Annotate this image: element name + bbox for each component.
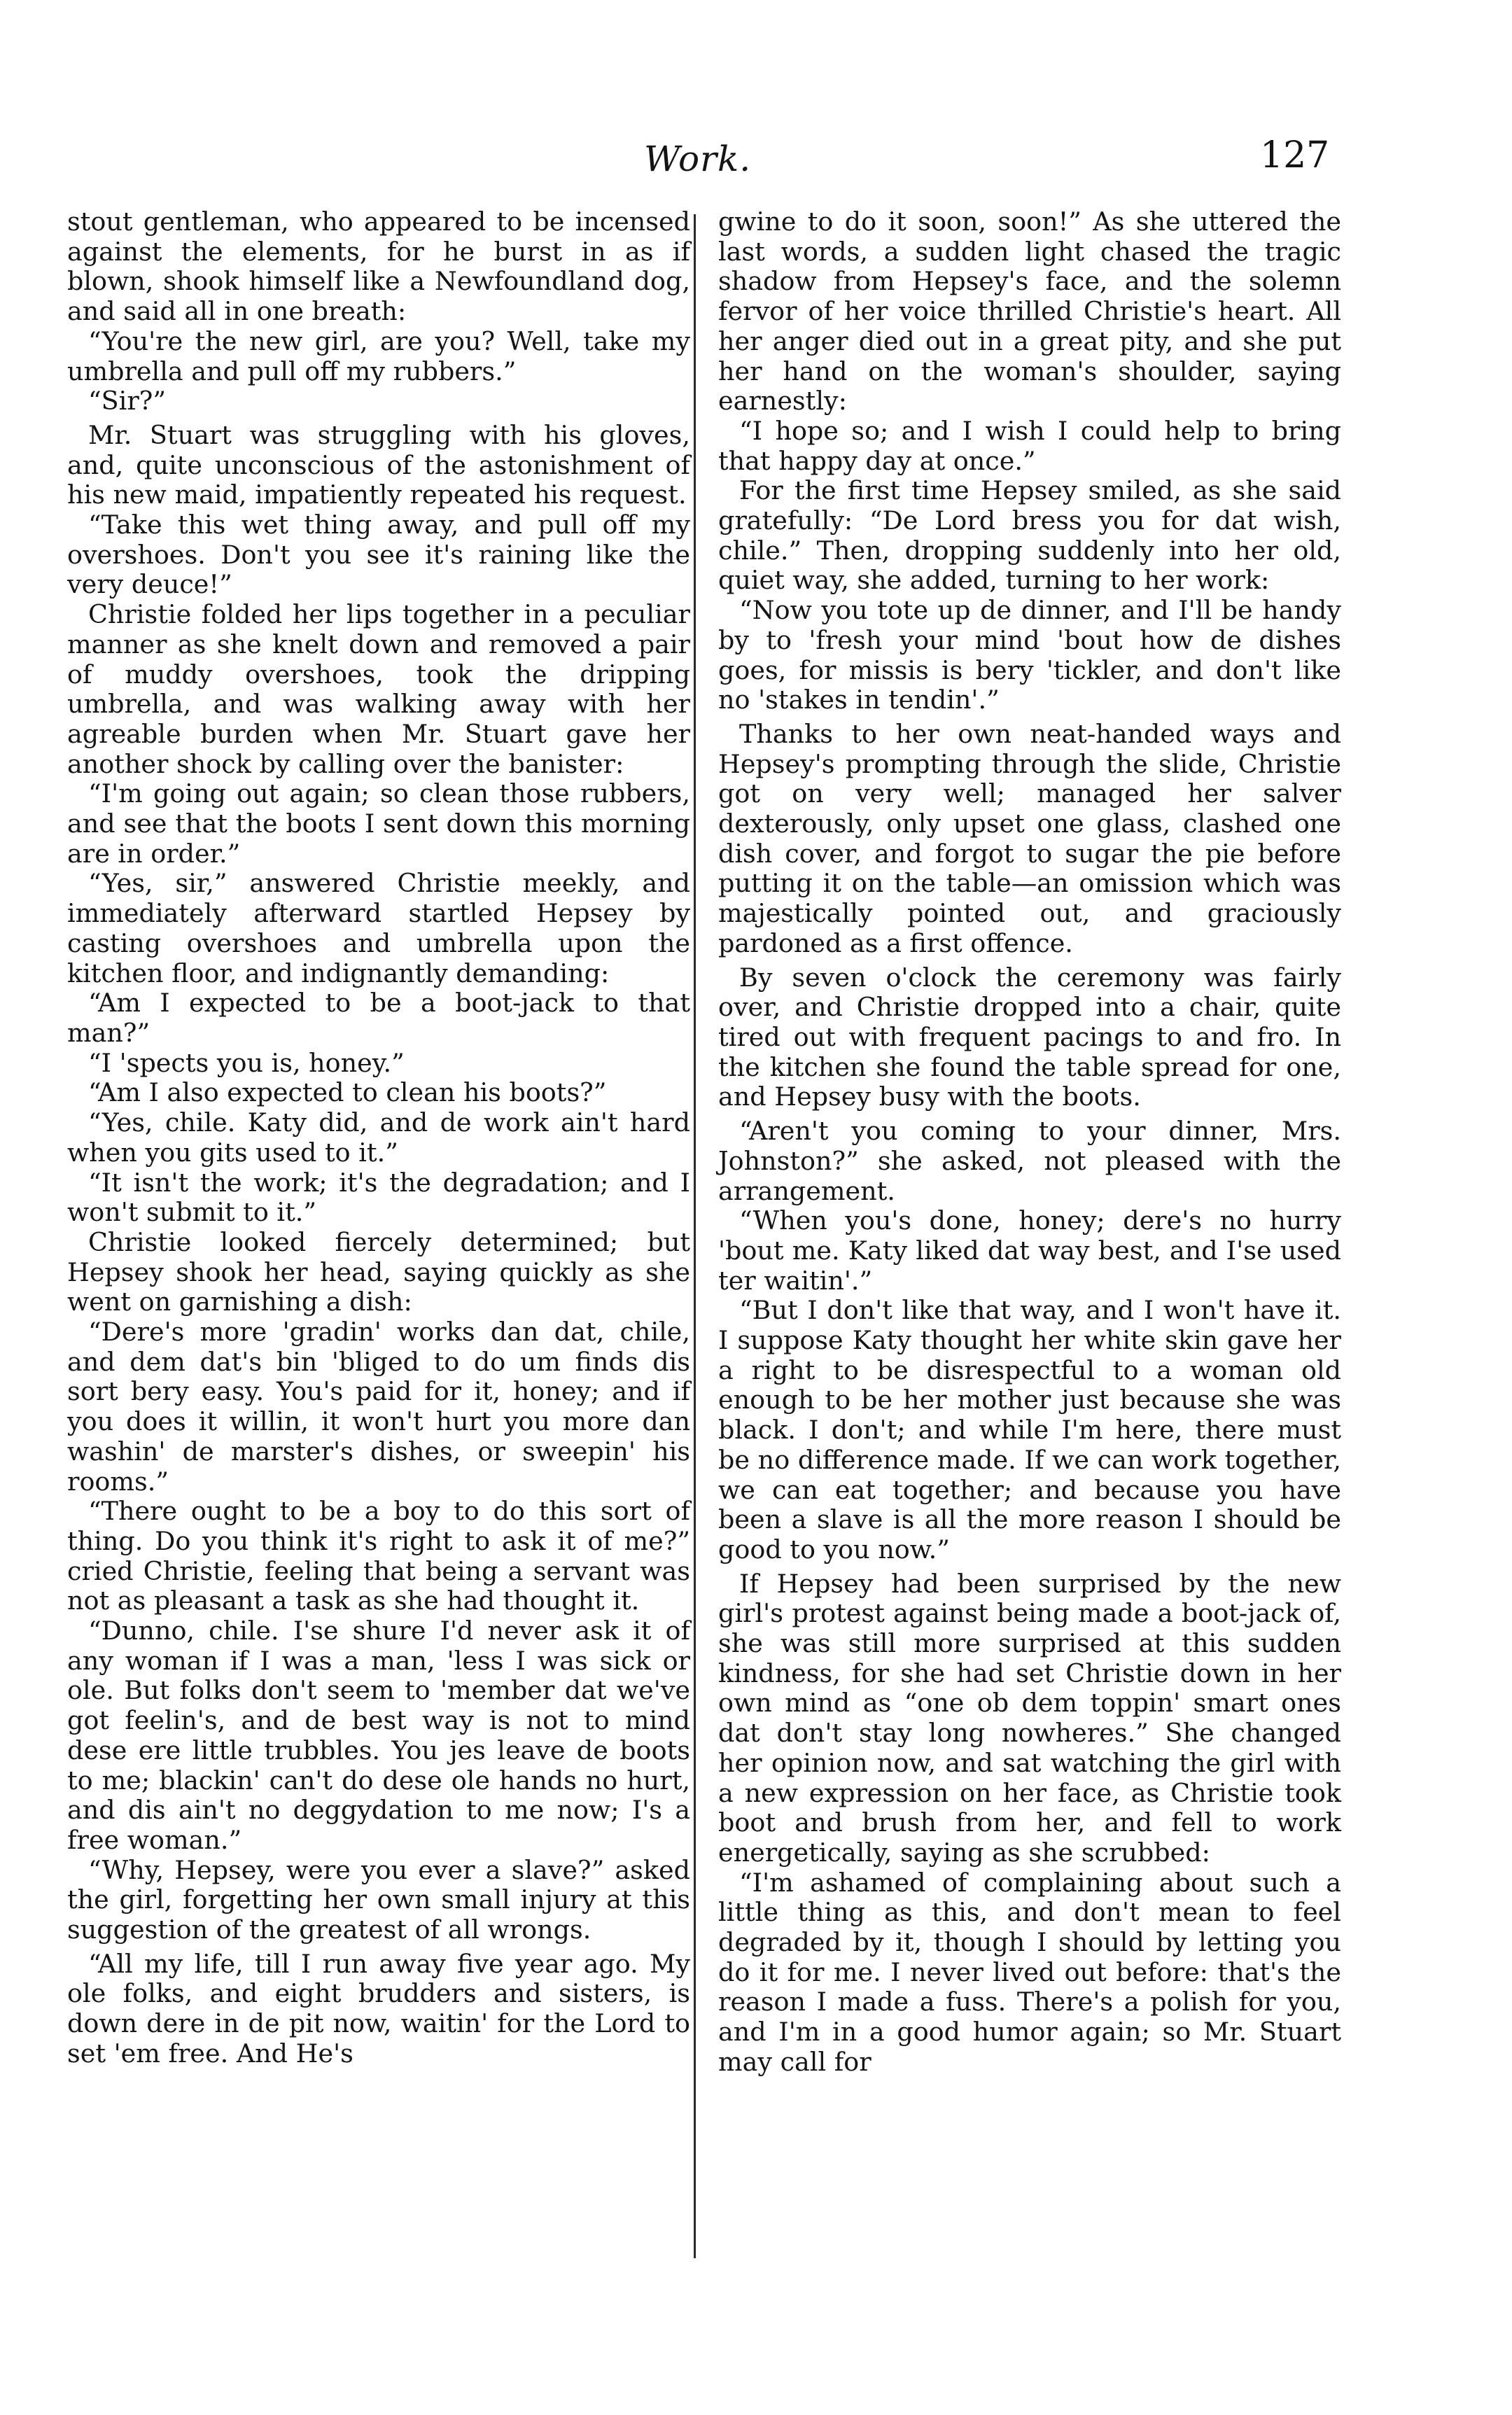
paragraph: “You're the new girl, are you? Well, take my umbrella and pull off my rubbers.” [67, 326, 690, 386]
paragraph: “Dere's more 'gradin' works dan dat, chile, and dem dat's bin 'bliged to do um finds dis sort bery easy. You's paid for it, honey; and if you does it willin, it won't hurt you more dan washin' de marster's dishes, or sweepin' his rooms.” [67, 1317, 690, 1497]
left-column [67, 207, 690, 2069]
paragraph: “There ought to be a boy to do this sort of thing. Do you think it's right to ask it of me?” cried Christie, feeling that being a servant was not as pleasant a task as she had thought it. [67, 1496, 690, 1616]
paragraph: “I'm going out again; so clean those rubbers, and see that the boots I sent down this morning are in order.” [67, 778, 690, 869]
paragraph: “But I don't like that way, and I won't have it. I suppose Katy thought her white skin gave her a right to be disrespectful to a woman old enough to be her mother just because she was black. I don't; and while I'm here, there must be no difference made. If we can work together, we can eat together; and because you have been a slave is all the more reason I should be good to you now.” [718, 1295, 1341, 1564]
paragraph: “Why, Hepsey, were you ever a slave?” asked the girl, forgetting her own small injury at this suggestion of the greatest of all wrongs. [67, 1854, 690, 1945]
column-divider [694, 214, 696, 2258]
paragraph: “It isn't the work; it's the degradation; and I won't submit to it.” [67, 1167, 690, 1228]
page-number: 127 [1260, 134, 1330, 176]
paragraph: “When you's done, honey; dere's no hurry 'bout me. Katy liked dat way best, and I'se used ter waitin'.” [718, 1205, 1341, 1296]
paragraph: “Dunno, chile. I'se shure I'd never ask it of any woman if I was a man, 'less I was sick or ole. But folks don't seem to 'member dat we've got feelin's, and de best way is not to mind dese ere little trubbles. You jes leave de boots to me; blackin' can't do dese ole hands no hurt, and dis ain't no deggydation to me now; I's a free woman.” [67, 1616, 690, 1855]
paragraph: “I hope so; and I wish I could help to bring that happy day at once.” [718, 415, 1341, 476]
paragraph: “Now you tote up de dinner, and I'll be handy by to 'fresh your mind 'bout how de dishes goes, for missis is bery 'tickler, and don't like no 'stakes in tendin'.” [718, 595, 1341, 715]
paragraph: “Yes, chile. Katy did, and de work ain't hard when you gits used to it.” [67, 1107, 690, 1168]
paragraph: “Yes, sir,” answered Christie meekly, and immediately afterward startled Hepsey by casting overshoes and umbrella upon the kitchen floor, and indignantly demanding: [67, 868, 690, 988]
running-head [0, 119, 1512, 196]
paragraph: Christie looked fiercely determined; but Hepsey shook her head, saying quickly as she went on garnishing a dish: [67, 1226, 690, 1317]
paragraph: If Hepsey had been surprised by the new girl's protest against being made a boot-jack of, she was still more surprised at this sudden kindness, for she had set Christie down in her own mind as “one ob dem toppin' smart ones dat don't stay long nowheres.” She changed her opinion now, and sat watching the girl with a new expression on her face, as Christie took boot and brush from her, and fell to work energetically, saying as she scrubbed: [718, 1568, 1341, 1868]
paragraph: “I'm ashamed of complaining about such a little thing as this, and don't mean to feel degraded by it, though I should by letting you do it for me. I never lived out before: that's the reason I made a fuss. There's a polish for you, and I'm in a good humor again; so Mr. Stuart may call for [718, 1867, 1341, 2077]
paragraph: stout gentleman, who appeared to be incensed against the elements, for he burst in as if blown, shook himself like a Newfoundland dog, and said all in one breath: [67, 206, 690, 327]
paragraph: Mr. Stuart was struggling with his gloves, and, quite unconscious of the astonishment of his new maid, impatiently repeated his request. [67, 419, 690, 510]
paragraph: “Am I expected to be a boot-jack to that man?” [67, 988, 690, 1048]
paragraph: “Am I also expected to clean his boots?” [88, 1077, 607, 1108]
paragraph: “Take this wet thing away, and pull off my overshoes. Don't you see it's raining like the very deuce!” [67, 510, 690, 600]
paragraph: Thanks to her own neat-handed ways and Hepsey's prompting through the slide, Christie got on very well; managed her salver dexterously, only upset one glass, clashed one dish cover, and forgot to sugar the pie before putting it on the table—an omission which was majestically pointed out, and graciously pardoned as a first offence. [718, 718, 1341, 958]
right-column [718, 207, 1341, 2078]
paragraph: “I 'spects you is, honey.” [88, 1047, 405, 1078]
running-title: Work. [644, 139, 752, 179]
paragraph: “Aren't you coming to your dinner, Mrs. Johnston?” she asked, not pleased with the arrangement. [718, 1116, 1341, 1206]
paragraph: For the first time Hepsey smiled, as she said gratefully: “De Lord bress you for dat wish, chile.” Then, dropping suddenly into her old, quiet way, she added, turning to her work: [718, 475, 1341, 596]
paragraph: Christie folded her lips together in a peculiar manner as she knelt down and removed a pair of muddy overshoes, took the dripping umbrella, and was walking away with her agreable burden when Mr. Stuart gave her another shock by calling over the banister: [67, 599, 690, 779]
paragraph: “Sir?” [88, 386, 167, 416]
paragraph: By seven o'clock the ceremony was fairly over, and Christie dropped into a chair, quite tired out with frequent pacings to and fro. In the kitchen she found the table spread for one, and Hepsey busy with the boots. [718, 962, 1341, 1112]
paragraph: “All my life, till I run away five year ago. My ole folks, and eight brudders and sisters, is down dere in de pit now, waitin' for the Lord to set 'em free. And He's [67, 1948, 690, 2068]
paragraph: gwine to do it soon, soon!” As she uttered the last words, a sudden light chased the tragic shadow from Hepsey's face, and the solemn fervor of her voice thrilled Christie's heart. All her anger died out in a great pity, and she put her hand on the woman's shoulder, saying earnestly: [718, 206, 1341, 416]
